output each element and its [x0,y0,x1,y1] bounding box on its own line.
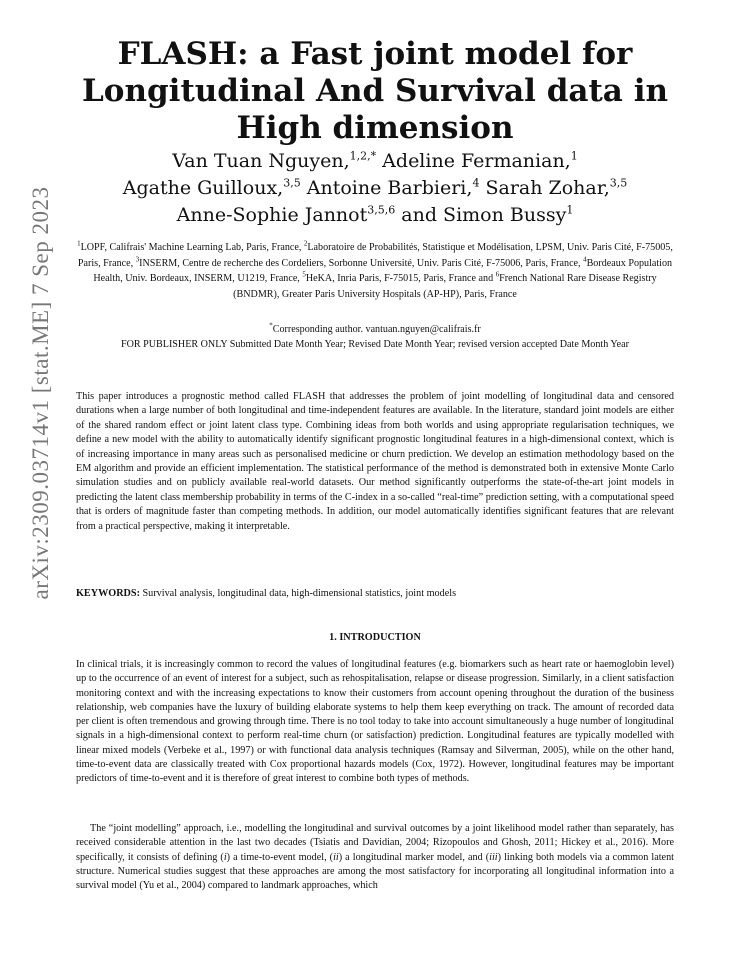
intro-paragraph-2 [76,822,674,893]
corresponding-author [76,322,674,337]
keywords-label: KEYWORDS: [76,588,140,599]
paragraph-text: ) a time-to-event model, ( [226,851,334,863]
affil-marker: 3 [135,255,140,264]
affiliation-text: LOPF, Califrais' Machine Learning Lab, Paris, France, [80,242,304,253]
author-affil-marker: 3,5 [609,176,628,190]
affiliation-text: Laboratoire de Probabilités, Statistique et Modélisation, LPSM, Univ. Paris Cité, F-75005, Paris, France, [77,242,673,269]
author-name: Van Tuan Nguyen, [172,150,350,172]
abstract: This paper introduces a prognostic method called FLASH that addresses the problem of joint modelling of longitudinal data and censored durations when a large number of both longitudinal and time-independent features are available. In the literature, standard joint models are either of the shared random effect or joint latent class type. Combining ideas from both worlds and using appropriate regularisation techniques, we define a new model with the ability to automatically identify significant prognostic longitudinal features in a high-dimensional context, which is of increasing importance in many areas such as personalised medicine or churn prediction. We develop an estimation methodology based on the EM algorithm and provide an efficient implementation. The statistical performance of the method is demonstrated both in extensive Monte Carlo simulation studies and on publicly available real-world datasets. Our method significantly outperforms the state-of-the-art joint models in predicting the latent class membership probability in terms of the C-index in a so-called “real-time” prediction setting, with a computational speed that is orders of magnitude faster than competing methods. In addition, our model automatically identifies significant features that are relevant from a practical perspective, making it interpretable. [76,391,674,532]
keywords [76,587,674,601]
paragraph-text: The “joint modelling” approach, i.e., modelling the longitudinal and survival outcomes by a joint likelihood model rather than separately, has received considerable attention in the last two decades (Tsiatis and Davidian, 2004; Rizopoulos and Ghosh, 2011; Hickey et al., 2016). More specifically, it consists of defining ( [76,823,674,863]
arxiv-sidebar [22,120,60,665]
corresponding-marker: * [269,321,273,330]
intro-paragraph-1: In clinical trials, it is increasingly common to record the values of longitudinal features (e.g. biomarkers such as heart rate or haemoglobin level) up to the occurrence of an event of interest for a subject, such as rehospitalisation, relapse or disease progression. Similarly, in a client satisfaction monitoring context and with the increasing expectations to know their customers from account opening throughout the duration of the business relationship, web companies have the luxury of building elaborate systems to help them keep everything on track. The amount of recorded data per client is often tremendous and growing through time. There is no tool today to take into account simultaneously a huge number of longitudinal signals in a high-dimensional context to perform real-time churn (or satisfaction) prediction. Longitudinal features are typically modelled with linear mixed models (Verbeke et al., 1997) or with functional data analysis techniques (Ramsay and Silverman, 2005), while on the other hand, time-to-event data are classically treated with Cox proportional hazards models (Cox, 1972). However, longitudinal features may be important predictors of time-to-event and it is therefore of great interest to combine both types of methods. [76,659,674,785]
corresponding-block [76,322,674,352]
affil-marker: 1 [77,239,81,248]
affiliation-text: Bordeaux Population Health, Univ. Bordeaux, INSERM, U1219, France, [93,257,673,284]
author-name: Adeline Fermanian, [376,150,571,172]
paper-title: FLASH: a Fast joint model for Longitudinal And Survival data in High dimension [81,36,669,146]
affil-marker: 2 [303,239,308,248]
publisher-line: FOR PUBLISHER ONLY Submitted Date Month Year; Revised Date Month Year; revised version accepted Date Month Year [120,339,629,350]
author-list [80,148,670,229]
author-affil-marker: 3,5,6 [367,203,396,217]
affiliations [76,240,674,302]
affiliation-text: INSERM, Centre de recherche des Cordeliers, Sorbonne Université, Univ. Paris Cité, F-75006, Paris, France, [139,257,584,269]
affiliation-text: HeKA, Inria Paris, F-75015, Paris, France and [305,273,496,284]
author-name: Antoine Barbieri, [300,177,473,199]
author-affil-marker: 4 [472,176,480,190]
author-name: Anne-Sophie Jannot [176,204,368,226]
arxiv-identifier: arXiv:2309.03714v1 [stat.ME] 7 Sep 2023 [28,185,53,600]
author-line-1 [80,148,670,175]
author-line-3 [80,202,670,229]
affil-marker: 4 [583,255,587,264]
corresponding-text: Corresponding author. vantuan.nguyen@califrais.fr [272,324,481,335]
author-name: Sarah Zohar, [479,177,610,199]
paragraph-text: ) a longitudinal marker model, and ( [338,851,490,863]
paragraph-text: ) linking both models via a common latent structure. Numerical studies suggest that these approaches are among the most satisfactory for incorporating all longitudinal information into a survival model (Yu et al., 2004) compared to landmark approaches, which [76,851,674,892]
author-affil-marker: 1 [570,149,578,163]
list-numeral: ii [333,851,339,863]
list-numeral: iii [489,851,498,863]
affiliation-text: French National Rare Disease Registry (BNDMR), Greater Paris University Hospitals (AP-HP), Paris, France [233,273,657,300]
list-numeral: i [223,851,227,863]
author-name: and Simon Bussy [395,204,567,226]
keywords-text: Survival analysis, longitudinal data, high-dimensional statistics, joint models [139,588,457,599]
author-name: Agathe Guilloux, [122,177,284,199]
affil-marker: 6 [495,270,500,279]
author-affil-marker: 3,5 [283,176,301,190]
author-affil-marker: 1,2,* [349,149,377,163]
affil-marker: 5 [302,270,306,279]
author-line-2 [80,175,670,202]
author-affil-marker: 1 [566,203,574,217]
section-heading: 1. INTRODUCTION [329,632,421,643]
